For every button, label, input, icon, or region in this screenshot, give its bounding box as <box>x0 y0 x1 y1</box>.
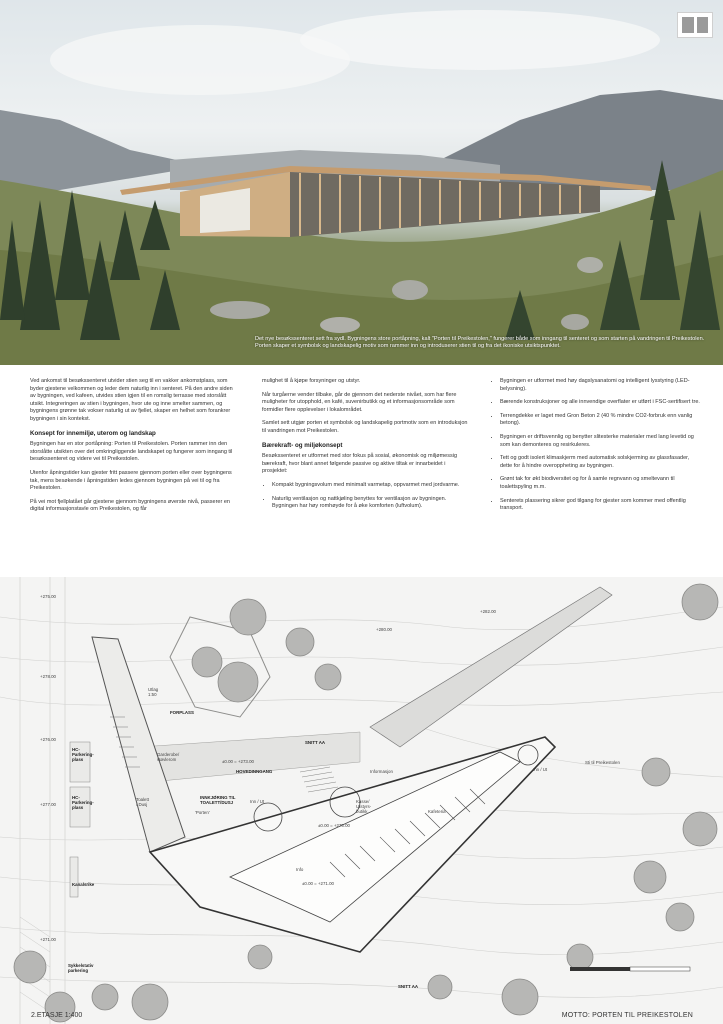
bullet-list <box>262 482 472 511</box>
paragraph: Utenfor åpningstider kan gjester fritt passere gjennom porten eller over bygningens tak, mens besøkende i åpningstiden ledes gjennom bygningen på vei til og fra Preikestolen. <box>30 469 232 492</box>
logo-mark <box>677 12 713 38</box>
list-item: • Tett og godt isolert klimaskjerm med automatisk solskjerming av glassfasader, dette for å hindre overoppheting av bygningen. <box>500 455 700 470</box>
label-snitt-2: SNITT AA <box>398 984 419 989</box>
paragraph: Når turgåerne vender tilbake, går de gjennom det nederste nivået, som har flere muligheter for utopphold, en kafé, suvenirbutikk og et informasjonsområde som formidler flere opplevelser i lokalområdet. <box>262 391 457 413</box>
text-column-3 <box>490 378 700 519</box>
kote-label: ±0.00 = +275.00 <box>318 823 350 828</box>
label-hovedinngang: HOVEDINNGANG <box>236 769 273 774</box>
level-label: +276.00 <box>40 737 56 742</box>
paragraph: Bygningen har en stor portåpning: Porten til Preikestolen. Porten rammer inn den storslåtte utsikten over det omkringliggende landskapet og fungerer som inngang til besøkssenteret og videre vei til Preikestolen. <box>30 441 233 463</box>
label-toalett: Toalett / Dusj <box>136 797 149 807</box>
list-item: • Grønt tak for økt biodiversitet og for å samle regnvann og smeltevann til toalettspyling m.m. <box>500 476 700 491</box>
list-item: • Terrengdekke er laget med Gron Beton 2 (40 % mindre CO2-forbruk enn vanlig betong). <box>500 413 700 428</box>
label-utlag: Utlag 1:50 <box>148 687 159 697</box>
list-item: • Naturlig ventilasjon og nattkjøling benyttes for ventilasjon av bygningen. Bygningen har høy romhøyde for å øke komforten (luftvolum). <box>272 496 472 511</box>
label-forplass: FORPLASS <box>170 710 194 715</box>
label-informasjon: Informasjon <box>370 769 393 774</box>
list-item: • Bygningen er driftsvennlig og benytter slitesterke materialer med lang levetid og som kan demonteres og resirkuleres. <box>500 434 700 449</box>
level-label: +275.00 <box>40 594 56 599</box>
motto-label: MOTTO: PORTEN TIL PREIKESTOLEN <box>561 1012 693 1019</box>
paragraph: mulighet til å kjøpe forsyninger og utstyr. <box>262 378 361 384</box>
bullet-list <box>490 378 700 513</box>
paragraph: Samlet sett utgjør porten et symbolsk og landskapelig portmotiv som en introduksjon til vandringen mot Preikestolen. <box>262 420 468 434</box>
label-hc-1: HC- Parkering- plass <box>72 747 94 762</box>
hero-rendering <box>0 0 723 365</box>
scale-bar <box>570 967 690 971</box>
hero-caption: Det nye besøkssenteret sett fra sydl. Bygningens store portåpning, kalt "Porten til Preikestolen," fungerer både som inngang til senteret og som starten på vandringen til Preikestolen. Porten skaper et symbolsk og landskapelig motiv som rammer inn og introduserer stien til og fra det ikoniske utsiktspunktet. <box>255 336 705 349</box>
level-label: +271.00 <box>40 937 56 942</box>
kote-label: ±0.00 = +273.00 <box>222 759 254 764</box>
floor-plan <box>0 577 723 1024</box>
label-kanal: Kanalsrike <box>72 882 95 887</box>
paragraph: Ved ankomst til besøkssenteret utvider stien seg til en vakker ankomstplass, som byder gjestene velkommen og leder dem naturlig inn i senteret. På den andre siden av bygningen, ved kafeen, utvides stien igjen til en romslig terrasse med storslått utsikt. Integreringen av stien i bygningen, hvor ute og inne smelter sammen, og bygningens grønne tak vokser naturlig ut av fjellet, skaper en helhet som forankrer bygningen i sin kontekst. <box>30 378 233 422</box>
label-info: Info <box>296 867 304 872</box>
label-kasse: Kasse/ Utstyrs- butikk <box>356 799 372 814</box>
description-text <box>30 378 700 568</box>
level-label: +282.00 <box>480 609 496 614</box>
kote-label: ±0.00 = +271.00 <box>302 881 334 886</box>
label-innkjoring: INNKJØRING TIL TOALETT/DUSJ <box>200 795 236 805</box>
level-label: +278.00 <box>40 674 56 679</box>
level-label: +280.00 <box>376 627 392 632</box>
list-item: • Bygningen er utformet med høy dagslysanatomi og intelligent lysstyring (LED-belysning). <box>500 378 700 393</box>
text-column-1 <box>30 378 240 520</box>
list-item: • Senterets plassering sikrer god tilgang for gjester som kommer med offentlig transport. <box>500 498 700 513</box>
floor-label: 2.ETASJE 1:400 <box>31 1012 83 1019</box>
label-hc-2: HC- Parkering- plass <box>72 795 94 810</box>
label-garderobe: Garderobe/ støvlerom <box>157 752 180 762</box>
hero-illustration <box>0 0 723 365</box>
section-heading: Konsept for innemiljø, uterom og landskap <box>30 429 156 437</box>
label-inn-ut-2: Inn / Ut <box>533 767 548 772</box>
label-inn-ut-1: Inn / Ut <box>250 799 265 804</box>
text-column-2 <box>262 378 472 517</box>
paragraph: Besøkssenteret er utformet med stor fokus på sosial, økonomisk og miljømessig bærekraft, hvor blant annet følgende passive og aktive tiltak er innarbeidet i prosjektet: <box>262 453 458 475</box>
label-kafe: Kafeteria <box>428 809 446 814</box>
label-sti: Sti til Preikestolen <box>585 760 620 765</box>
label-snitt-1: SNITT AA <box>305 740 326 745</box>
label-sykkel: Sykkelstativ parkering <box>68 963 94 973</box>
list-item: • Kompakt bygningsvolum med minimalt varmetap, oppvarmet med jordvarme. <box>272 482 472 490</box>
label-porten: 'Porten' <box>195 810 210 815</box>
level-label: +277.00 <box>40 802 56 807</box>
list-item: • Bærende konstruksjoner og alle innvendige overflater er utført i FSC-sertifisert tre. <box>500 399 700 407</box>
paragraph: På vei mot fjellplatået går gjestene gjennom bygningens øverste nivå, passerer en digital informasjonstavle om Preikestolen, og får <box>30 498 230 513</box>
section-heading: Bærekraft- og miljøkonsept <box>262 441 343 449</box>
